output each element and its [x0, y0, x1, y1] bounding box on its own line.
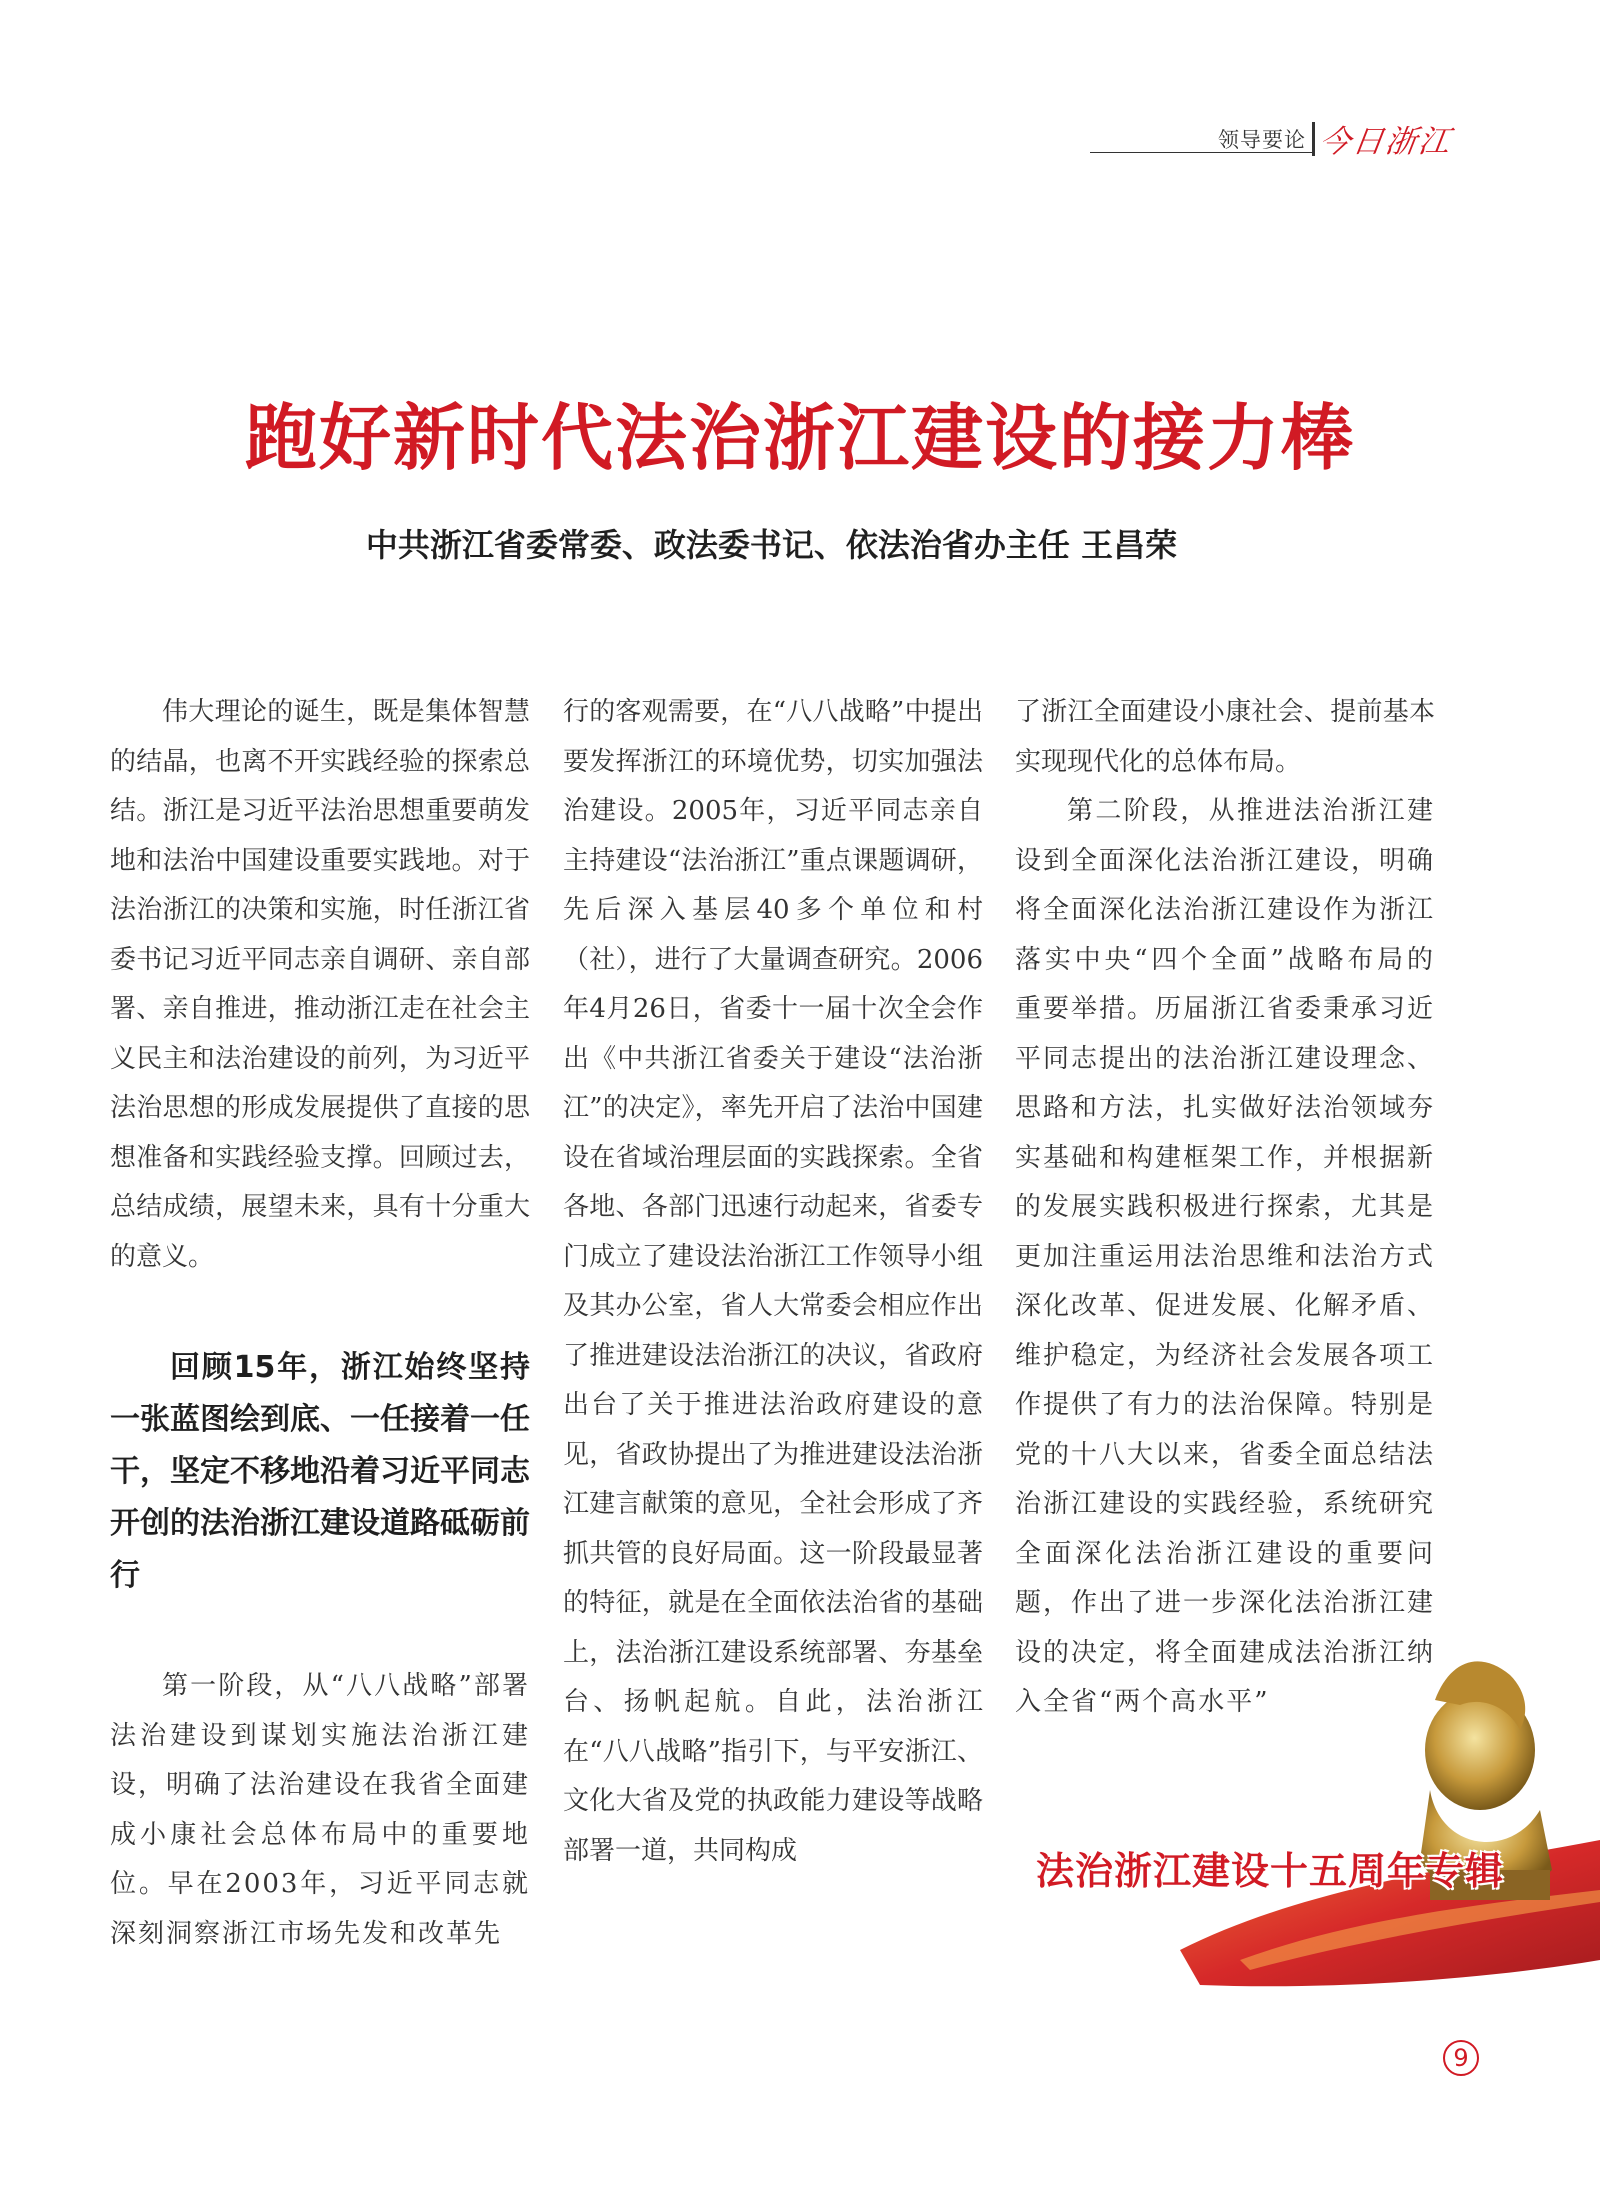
- paragraph: 第一阶段，从“八八战略”部署法治建设到谋划实施法治浙江建设，明确了法治建设在我省全面建成小康社会总体布局中的重要地位。早在2003年，习近平同志就深刻洞察浙江市场先发和改革先: [110, 1671, 531, 1949]
- section-label: 领导要论: [1218, 128, 1306, 152]
- magazine-logo: 今日浙江: [1316, 124, 1455, 160]
- paragraph: 行的客观需要，在“八八战略”中提出要发挥浙江的环境优势，切实加强法治建设。2005年，习近平同志亲自主持建设“法治浙江”重点课题调研，先后深入基层40多个单位和村（社），进行了大量调查研究。2006年4月26日，省委十一届十次全会作出《中共浙江省委关于建设“法治浙江”的决定》，率先开启了法治中国建设在省域治理层面的实践探索。全省各地、各部门迅速行动起来，省委专门成立了建设法治浙江工作领导小组及其办公室，省人大常委会相应作出了推进建设法治浙江的决议，省政府出台了关于推进法治政府建设的意见，省政协提出了为推进建设法治浙江建言献策的意见，全社会形成了齐抓共管的良好局面。这一阶段最显著的特征，就是在全面依法治省的基础上，法治浙江建设系统部署、夯基垒台、扬帆起航。自此，法治浙江在“八八战略”指引下，与平安浙江、文化大省及党的执政能力建设等战略部署一道，共同构成: [563, 697, 983, 1866]
- column-3: [1015, 688, 1435, 1728]
- paragraph: 伟大理论的诞生，既是集体智慧的结晶，也离不开实践经验的探索总结。浙江是习近平法治思想重要萌发地和法治中国建设重要实践地。对于法治浙江的决策和实施，时任浙江省委书记习近平同志亲自调研、亲自部署、亲自推进，推动浙江走在社会主义民主和法治建设的前列，为习近平法治思想的形成发展提供了直接的思想准备和实践经验支撑。回顾过去，总结成绩，展望未来，具有十分重大的意义。: [110, 697, 530, 1272]
- column-1: [110, 688, 530, 1959]
- column-2: [563, 688, 983, 1876]
- special-issue-badge-text: 法治浙江建设十五周年专辑: [1036, 1849, 1505, 1893]
- paragraph: 第二阶段，从推进法治浙江建设到全面深化法治浙江建设，明确将全面深化法治浙江建设作为浙江落实中央“四个全面”战略布局的重要举措。历届浙江省委秉承习近平同志提出的法治浙江建设理念、思路和方法，扎实做好法治领域夯实基础和构建框架工作，并根据新的发展实践积极进行探索，尤其是更加注重运用法治思维和法治方式深化改革、促进发展、化解矛盾、维护稳定，为经济社会发展各项工作提供了有力的法治保障。特别是党的十八大以来，省委全面总结法治浙江建设的实践经验，系统研究全面深化法治浙江建设的重要问题，作出了进一步深化法治浙江建设的决定，将全面建成法治浙江纳入全省“两个高水平”: [1015, 796, 1436, 1717]
- paragraph: 了浙江全面建设小康社会、提前基本实现现代化的总体布局。: [1015, 697, 1435, 777]
- special-issue-badge-graphic: [1180, 1640, 1600, 2000]
- section-subheading: 回顾15年，浙江始终坚持一张蓝图绘到底、一任接着一任干，坚定不移地沿着习近平同志开创的法治浙江建设道路砥砺前行: [110, 1350, 530, 1593]
- article-title: 跑好新时代法治浙江建设的接力棒: [244, 396, 1355, 480]
- article-byline: 中共浙江省委常委、政法委书记、依法治省办主任 王昌荣: [365, 526, 1178, 564]
- header-divider: [1312, 122, 1315, 156]
- page-number: 9: [1443, 2040, 1479, 2076]
